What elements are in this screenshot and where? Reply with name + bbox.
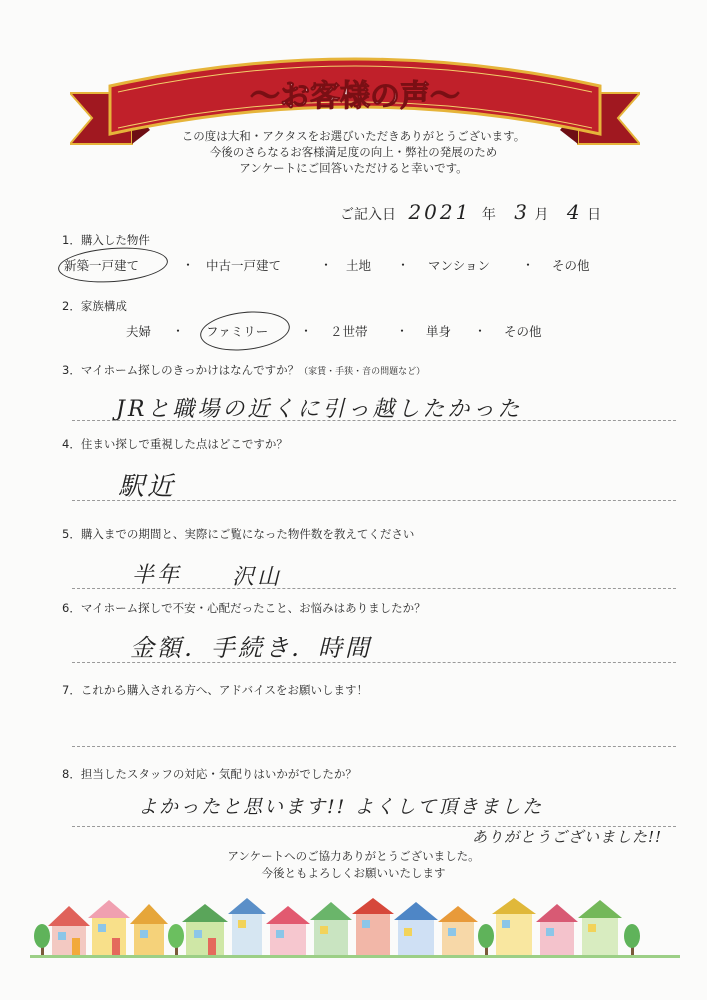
intro-line-3: アンケートにご回答いただけると幸いです。 — [239, 161, 468, 175]
date-year: 2021 — [408, 200, 472, 224]
house-icon — [492, 898, 536, 956]
q2-option-1: ファミリー — [206, 324, 269, 339]
q3-question-text: 3．マイホーム探しのきっかけはなんですか？ — [62, 363, 300, 377]
intro-text — [0, 128, 707, 176]
q2-option-4: その他 — [504, 324, 542, 339]
footer-line-1: アンケートへのご協力ありがとうございました。 — [227, 849, 480, 863]
q1-option-4: その他 — [552, 258, 590, 273]
footer-text — [0, 848, 707, 882]
tree-icon — [34, 924, 50, 956]
house-icon — [352, 898, 394, 956]
footer-line-2: 今後ともよろしくお願いいたします — [261, 866, 446, 880]
house-icon — [438, 906, 478, 956]
q8-answer-line-1: よかったと思います!! よくして頂きました — [138, 796, 544, 818]
date-label: ご記入日 — [340, 207, 396, 223]
house-icon — [394, 902, 438, 956]
q7-answer-line — [72, 746, 676, 747]
date-year-unit: 年 — [481, 207, 496, 223]
q4-answer-line — [72, 500, 676, 501]
date-day-unit: 日 — [587, 207, 602, 223]
house-icon — [182, 904, 228, 956]
q1-option-0: 新築一戸建て — [64, 258, 140, 273]
house-icon — [48, 906, 90, 956]
q4-answer: 駅近 — [118, 472, 177, 502]
house-icon — [88, 900, 130, 956]
date-row — [340, 200, 601, 224]
q2-option-2: ２世帯 — [330, 324, 368, 339]
q2-selection-circle — [198, 307, 291, 354]
q5-question: 5．購入までの期間と、実際にご覧になった物件数を教えてください — [62, 527, 415, 541]
q8-question: 8．担当したスタッフの対応・気配りはいかがでしたか？ — [62, 767, 357, 781]
tree-icon — [168, 924, 184, 956]
intro-line-2: 今後のさらなるお客様満足度の向上・弊社の発展のため — [209, 145, 498, 159]
q1-selection-circle — [57, 244, 169, 286]
q6-question: 6．マイホーム探しで不安・心配だったこと、お悩みはありましたか？ — [62, 601, 426, 615]
q3-question-note: （家賃・手狭・音の問題など） — [299, 367, 426, 377]
date-day: 4 — [566, 200, 583, 224]
q5-answer-line — [72, 588, 676, 589]
tree-icon — [478, 924, 494, 956]
q3-question — [62, 362, 425, 378]
q1-option-2: 土地 — [346, 258, 372, 273]
q1-option-1: 中古一戸建て — [206, 258, 282, 273]
q1-option-3: マンション — [428, 258, 490, 273]
house-icon — [266, 906, 310, 956]
q5-answer-period: 半年 — [132, 563, 183, 588]
q2-options: 夫婦 ・ ファミリー ・ ２世帯 ・ 単身 ・ その他 — [126, 324, 542, 339]
q6-answer-line — [72, 662, 676, 663]
house-icon — [228, 898, 266, 956]
houses-illustration — [30, 898, 680, 958]
q2-question: 2．家族構成 — [62, 299, 127, 313]
house-icon — [130, 904, 168, 956]
q3-answer-line — [72, 420, 676, 421]
q8-answer-line-2: ありがとうございました!! — [472, 828, 663, 846]
tree-icon — [624, 924, 640, 956]
q7-question: 7．これから購入される方へ、アドバイスをお願いします！ — [62, 683, 368, 697]
q1-options: 新築一戸建て ・ 中古一戸建て ・ 土地 ・ マンション ・ その他 — [64, 258, 590, 273]
house-icon — [310, 902, 352, 956]
house-icon — [578, 900, 622, 956]
house-icon — [536, 904, 578, 956]
banner-title: 〜お客様の声〜 — [250, 79, 460, 114]
q3-answer: JRと職場の近くに引っ越したかった — [116, 397, 523, 422]
date-month: 3 — [514, 200, 530, 224]
date-month-unit: 月 — [534, 207, 549, 223]
q6-answer: 金額．手続き．時間 — [130, 634, 373, 662]
q1-question: 1．購入した物件 — [62, 233, 150, 247]
q5-answer-count: 沢山 — [232, 565, 283, 590]
q2-option-0: 夫婦 — [126, 324, 152, 339]
q2-option-3: 単身 — [426, 324, 452, 339]
q4-question: 4．住まい探しで重視した点はどこですか？ — [62, 437, 288, 451]
intro-line-1: この度は大和・アクタスをお選びいただきありがとうございます。 — [181, 129, 526, 143]
